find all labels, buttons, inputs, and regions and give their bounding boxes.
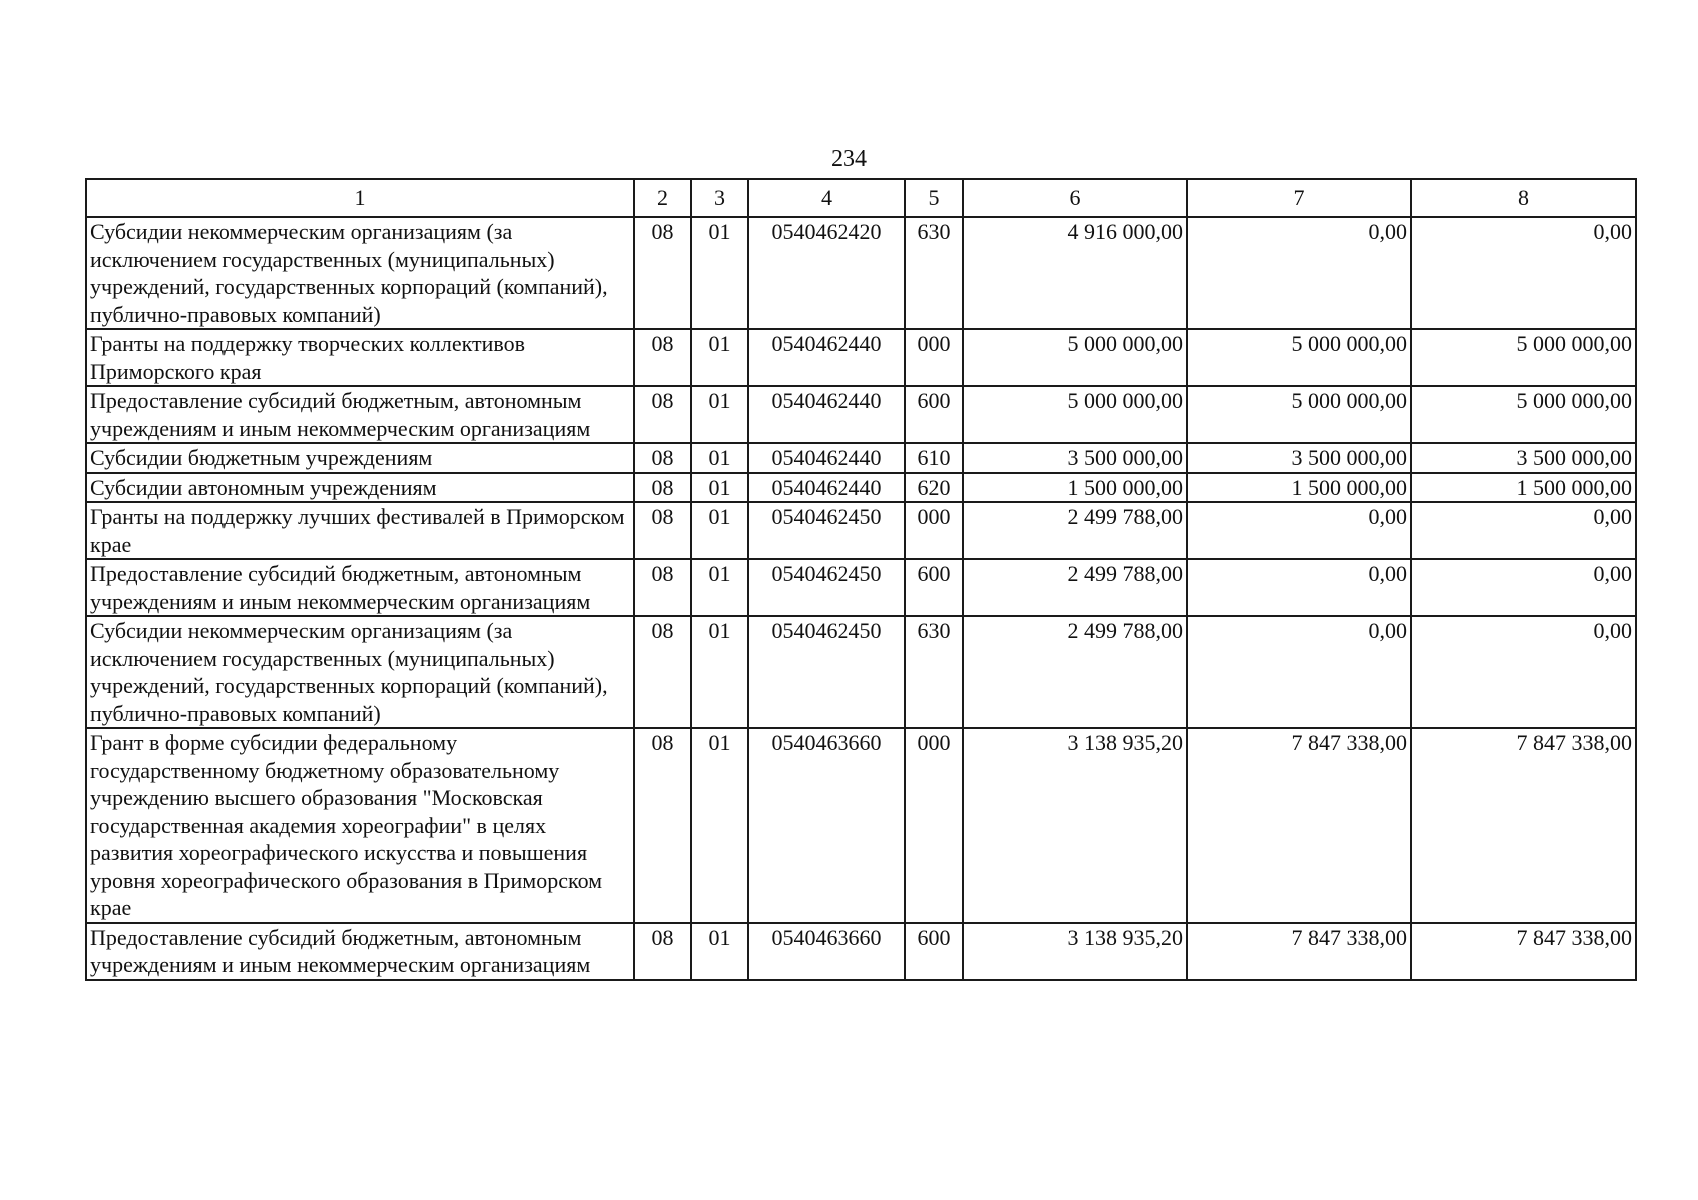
amount-col-7: 7 847 338,00 <box>1187 728 1411 923</box>
section-code: 08 <box>634 616 691 728</box>
page-number: 234 <box>831 146 867 172</box>
amount-col-6: 3 138 935,20 <box>963 728 1187 923</box>
subsection-code: 01 <box>691 386 748 443</box>
subsection-code: 01 <box>691 217 748 329</box>
expense-type-code: 600 <box>905 923 963 980</box>
amount-col-6: 5 000 000,00 <box>963 386 1187 443</box>
column-header: 4 <box>748 179 905 217</box>
section-code: 08 <box>634 386 691 443</box>
subsection-code: 01 <box>691 728 748 923</box>
table-row <box>86 217 1636 329</box>
target-article-code: 0540463660 <box>748 923 905 980</box>
table-row <box>86 502 1636 559</box>
target-article-code: 0540462440 <box>748 386 905 443</box>
subsection-code: 01 <box>691 443 748 473</box>
expense-type-code: 000 <box>905 728 963 923</box>
expense-type-code: 600 <box>905 386 963 443</box>
amount-col-8: 5 000 000,00 <box>1411 329 1636 386</box>
section-code: 08 <box>634 473 691 503</box>
table-row <box>86 473 1636 503</box>
section-code: 08 <box>634 923 691 980</box>
amount-col-7: 5 000 000,00 <box>1187 386 1411 443</box>
header-row <box>86 179 1636 217</box>
target-article-code: 0540462450 <box>748 559 905 616</box>
subsection-code: 01 <box>691 559 748 616</box>
budget-table <box>85 178 1637 981</box>
section-code: 08 <box>634 443 691 473</box>
expense-type-code: 000 <box>905 329 963 386</box>
table-row <box>86 386 1636 443</box>
column-header: 1 <box>86 179 634 217</box>
section-code: 08 <box>634 728 691 923</box>
amount-col-8: 5 000 000,00 <box>1411 386 1636 443</box>
amount-col-7: 0,00 <box>1187 616 1411 728</box>
target-article-code: 0540462440 <box>748 443 905 473</box>
amount-col-6: 2 499 788,00 <box>963 502 1187 559</box>
subsection-code: 01 <box>691 329 748 386</box>
section-code: 08 <box>634 217 691 329</box>
subsection-code: 01 <box>691 502 748 559</box>
row-description: Субсидии автономным учреждениям <box>86 473 634 503</box>
row-description: Субсидии некоммерческим организациям (за исключением государственных (муниципальных) учреждений, государственных корпораций (компаний), публично-правовых компаний) <box>86 217 634 329</box>
amount-col-6: 3 500 000,00 <box>963 443 1187 473</box>
amount-col-7: 0,00 <box>1187 559 1411 616</box>
expense-type-code: 600 <box>905 559 963 616</box>
table-row <box>86 559 1636 616</box>
target-article-code: 0540462440 <box>748 473 905 503</box>
amount-col-6: 2 499 788,00 <box>963 559 1187 616</box>
subsection-code: 01 <box>691 616 748 728</box>
subsection-code: 01 <box>691 473 748 503</box>
column-header: 6 <box>963 179 1187 217</box>
table-row <box>86 443 1636 473</box>
row-description: Предоставление субсидий бюджетным, автономным учреждениям и иным некоммерческим организациям <box>86 559 634 616</box>
amount-col-6: 2 499 788,00 <box>963 616 1187 728</box>
row-description: Субсидии некоммерческим организациям (за исключением государственных (муниципальных) учреждений, государственных корпораций (компаний), публично-правовых компаний) <box>86 616 634 728</box>
amount-col-6: 5 000 000,00 <box>963 329 1187 386</box>
amount-col-7: 5 000 000,00 <box>1187 329 1411 386</box>
expense-type-code: 620 <box>905 473 963 503</box>
amount-col-6: 1 500 000,00 <box>963 473 1187 503</box>
row-description: Гранты на поддержку лучших фестивалей в Приморском крае <box>86 502 634 559</box>
expense-type-code: 630 <box>905 616 963 728</box>
amount-col-7: 0,00 <box>1187 217 1411 329</box>
target-article-code: 0540462450 <box>748 616 905 728</box>
amount-col-6: 3 138 935,20 <box>963 923 1187 980</box>
amount-col-8: 1 500 000,00 <box>1411 473 1636 503</box>
section-code: 08 <box>634 559 691 616</box>
column-header: 8 <box>1411 179 1636 217</box>
column-header: 5 <box>905 179 963 217</box>
target-article-code: 0540462420 <box>748 217 905 329</box>
target-article-code: 0540462440 <box>748 329 905 386</box>
amount-col-8: 0,00 <box>1411 616 1636 728</box>
row-description: Предоставление субсидий бюджетным, автономным учреждениям и иным некоммерческим организациям <box>86 386 634 443</box>
row-description: Субсидии бюджетным учреждениям <box>86 443 634 473</box>
amount-col-8: 0,00 <box>1411 502 1636 559</box>
amount-col-7: 1 500 000,00 <box>1187 473 1411 503</box>
expense-type-code: 000 <box>905 502 963 559</box>
column-header: 7 <box>1187 179 1411 217</box>
amount-col-6: 4 916 000,00 <box>963 217 1187 329</box>
row-description: Предоставление субсидий бюджетным, автономным учреждениям и иным некоммерческим организациям <box>86 923 634 980</box>
column-header: 2 <box>634 179 691 217</box>
amount-col-8: 7 847 338,00 <box>1411 728 1636 923</box>
amount-col-8: 3 500 000,00 <box>1411 443 1636 473</box>
table-row <box>86 616 1636 728</box>
table-row <box>86 728 1636 923</box>
amount-col-8: 0,00 <box>1411 217 1636 329</box>
amount-col-7: 0,00 <box>1187 502 1411 559</box>
amount-col-7: 7 847 338,00 <box>1187 923 1411 980</box>
amount-col-8: 0,00 <box>1411 559 1636 616</box>
target-article-code: 0540462450 <box>748 502 905 559</box>
target-article-code: 0540463660 <box>748 728 905 923</box>
amount-col-8: 7 847 338,00 <box>1411 923 1636 980</box>
row-description: Гранты на поддержку творческих коллективов Приморского края <box>86 329 634 386</box>
row-description: Грант в форме субсидии федеральному государственному бюджетному образовательному учреждению высшего образования "Московская государственная академия хореографии" в целях развития хореографического искусства и повышения уровня хореографического образования в Приморском крае <box>86 728 634 923</box>
section-code: 08 <box>634 329 691 386</box>
expense-type-code: 610 <box>905 443 963 473</box>
amount-col-7: 3 500 000,00 <box>1187 443 1411 473</box>
table-row <box>86 329 1636 386</box>
table-row <box>86 923 1636 980</box>
subsection-code: 01 <box>691 923 748 980</box>
section-code: 08 <box>634 502 691 559</box>
column-header: 3 <box>691 179 748 217</box>
expense-type-code: 630 <box>905 217 963 329</box>
